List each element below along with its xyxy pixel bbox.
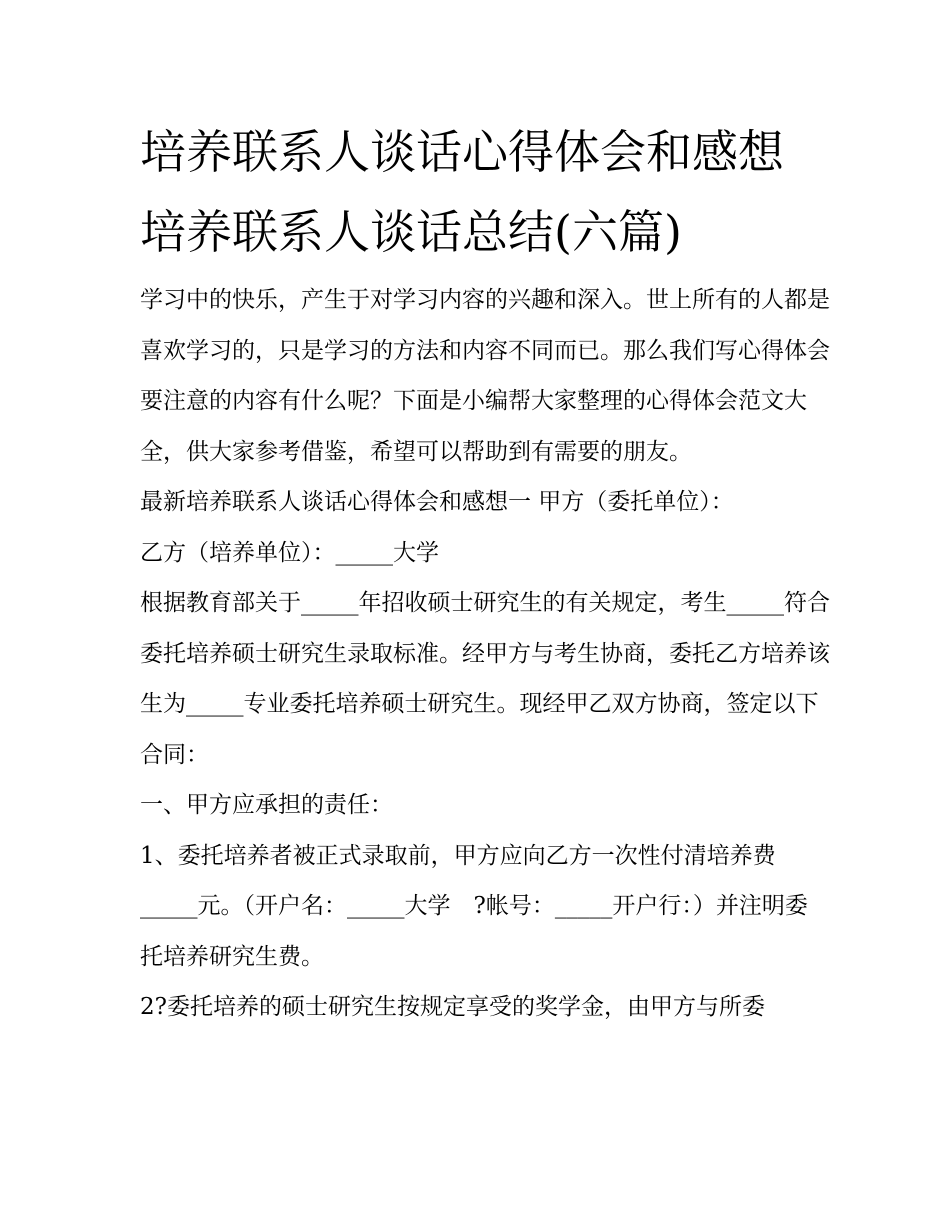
document-body <box>140 275 830 1033</box>
paragraph-intro: 学习中的快乐，产生于对学习内容的兴趣和深入。世上所有的人都是喜欢学习的，只是学习的方法和内容不同而已。那么我们写心得体会要注意的内容有什么呢？下面是小编帮大家整理的心得体会范文大全，供大家参考借鉴，希望可以帮助到有需要的朋友。 <box>140 287 830 465</box>
document-title: 培养联系人谈话心得体会和感想 培养联系人谈话总结(六篇) <box>140 125 784 259</box>
paragraph-party-a: 最新培养联系人谈话心得体会和感想一 甲方（委托单位）： <box>140 489 734 515</box>
paragraph-clause-1: 1、委托培养者被正式录取前，甲方应向乙方一次性付清培养费_____元。（开户名：_____大学 ?帐号：_____开户行：）并注明委托培养研究生费。 <box>140 842 808 970</box>
paragraph-clause-2: 2?委托培养的硕士研究生按规定享受的奖学金，由甲方与所委 <box>140 994 765 1020</box>
paragraph-basis: 根据教育部关于_____年招收硕士研究生的有关规定，考生_____符合委托培养硕士研究生录取标准。经甲方与考生协商，委托乙方培养该生为_____专业委托培养硕士研究生。现经甲乙双方协商，签定以下合同： <box>140 590 830 768</box>
paragraph-party-b: 乙方（培养单位）：_____大学 <box>140 539 439 566</box>
paragraph-section-heading: 一、甲方应承担的责任： <box>140 792 393 818</box>
